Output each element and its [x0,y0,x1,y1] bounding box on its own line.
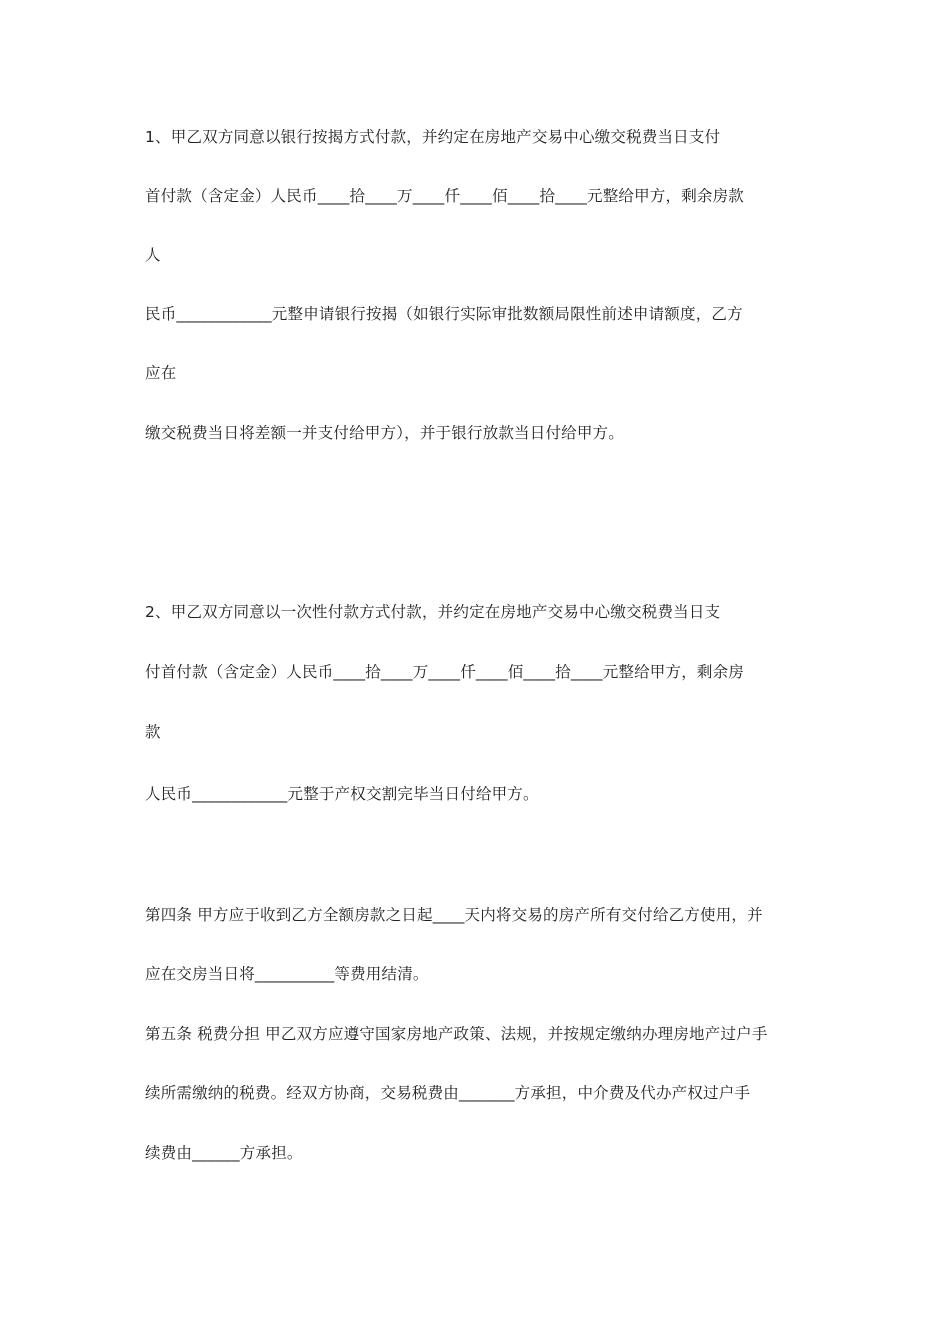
clause-2-line-3: 款 [145,723,161,741]
clause-2-line-4: 人民币____________元整于产权交割完毕当日付给甲方。 [145,785,539,803]
clause-2-line-2: 付首付款（含定金）人民币____拾____万____仟____佰____拾____元整给甲方，剩余房 [145,663,745,681]
clause-1-line-1: 1、甲乙双方同意以银行按揭方式付款，并约定在房地产交易中心缴交税费当日支付 [145,128,721,146]
clause-1-line-4: 民币____________元整申请银行按揭（如银行实际审批数额局限性前述申请额度，乙方 [145,305,743,323]
article-4-line-2: 应在交房当日将__________等费用结清。 [145,965,429,983]
clause-1-line-2: 首付款（含定金）人民币____拾____万____仟____佰____拾____元整给甲方，剩余房款 [145,187,745,205]
clause-2-line-1: 2、甲乙双方同意以一次性付款方式付款，并约定在房地产交易中心缴交税费当日支 [145,603,721,621]
article-5-line-1: 第五条 税费分担 甲乙双方应遵守国家房地产政策、法规，并按规定缴纳办理房地产过户手 [145,1025,768,1043]
article-5-line-2: 续所需缴纳的税费。经双方协商，交易税费由_______方承担，中介费及代办产权过户手 [145,1084,751,1102]
clause-1-line-5: 应在 [145,364,177,382]
article-4-line-1: 第四条 甲方应于收到乙方全额房款之日起____天内将交易的房产所有交付给乙方使用，并 [145,906,763,924]
clause-1-line-3: 人 [145,246,161,264]
article-5-line-3: 续费由______方承担。 [145,1144,303,1162]
clause-1-line-6: 缴交税费当日将差额一并支付给甲方），并于银行放款当日付给甲方。 [145,424,624,442]
